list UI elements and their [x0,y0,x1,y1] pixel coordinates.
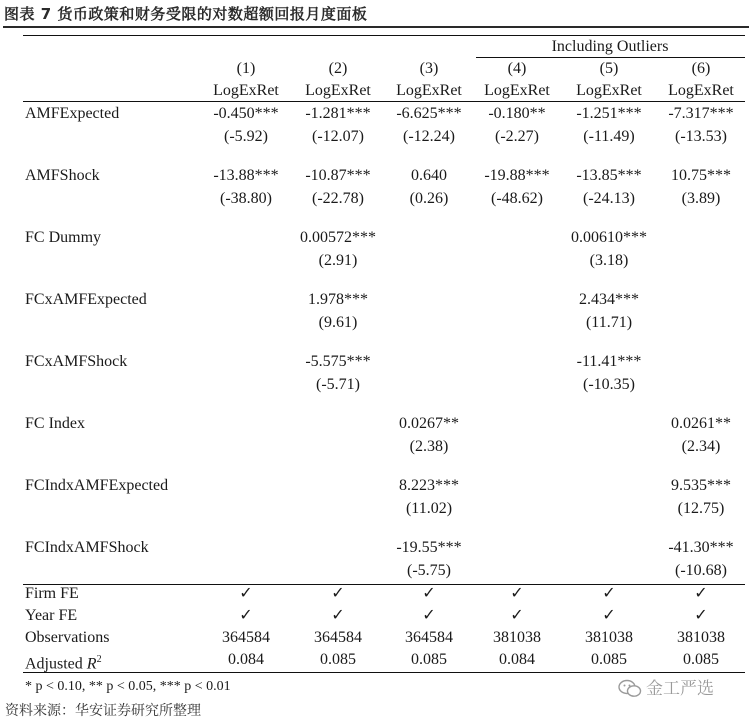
stat-label-text: Adjusted R [25,655,97,673]
t-stat-cell: (11.02) [405,500,453,517]
t-stat-cell: (2.91) [318,252,358,269]
t-stat-cell: (-24.13) [583,190,635,207]
stat-label-text: Firm FE [25,585,79,602]
coef-cell: -0.180** [488,105,546,122]
row-label-amfshock: AMFShock [25,167,100,184]
r-symbol: R [86,655,97,673]
stat-value-cell: 381038 [677,629,725,646]
data-source: 资料来源：华安证券研究所整理 [5,703,201,719]
row-label-fcxamfexpected: FCxAMFExpected [25,291,147,308]
column-number-5: (5) [599,60,619,77]
t-stat-cell: (-5.92) [224,128,268,145]
coef-cell: -13.85*** [576,167,642,184]
check-icon: ✓ [422,607,436,624]
stat-label-firm-fe [25,583,79,605]
figure-title: 图表 7 货币政策和财务受限的对数超额回报月度面板 [4,5,368,23]
check-icon: ✓ [331,607,345,624]
coef-cell: -1.251*** [576,105,642,122]
coef-cell: -10.87*** [305,167,371,184]
row-label-amfexpected: AMFExpected [25,105,120,122]
wechat-icon [618,679,642,699]
stat-label-text: Observations [25,629,110,646]
stat-value-cell: 0.085 [683,651,719,668]
coef-cell: -5.575*** [305,353,371,370]
t-stat-cell: (-5.75) [407,562,451,579]
header-bottom-rule [23,101,745,102]
watermark-text: 金工严选 [646,679,714,699]
coef-cell: 0.00610*** [571,229,647,246]
coef-cell: 0.0267** [399,415,459,432]
stat-value-cell: 0.084 [499,651,535,668]
t-stat-cell: (-13.53) [675,128,727,145]
coef-cell: 10.75*** [671,167,731,184]
column-number-3: (3) [419,60,439,77]
t-stat-cell: (3.18) [589,252,629,269]
t-stat-cell: (-10.68) [675,562,727,579]
stat-value-cell: 0.084 [228,651,264,668]
stat-value-cell: 0.085 [411,651,447,668]
check-icon: ✓ [239,607,253,624]
stat-value-cell: 0.085 [591,651,627,668]
coef-cell: -13.88*** [213,167,279,184]
column-dv-3: LogExRet [396,82,462,99]
row-label-fcindxamfshock: FCIndxAMFShock [25,539,149,556]
column-dv-2: LogExRet [305,82,371,99]
t-stat-cell: (3.89) [681,190,721,207]
check-icon: ✓ [694,585,708,602]
t-stat-cell: (-5.71) [316,376,360,393]
row-label-fcindxamfexpected: FCIndxAMFExpected [25,477,169,494]
coef-cell: -19.88*** [484,167,550,184]
check-icon: ✓ [239,585,253,602]
check-icon: ✓ [331,585,345,602]
stat-value-cell: 381038 [585,629,633,646]
t-stat-cell: (-2.27) [495,128,539,145]
row-label-fcxamfshock: FCxAMFShock [25,353,128,370]
coef-cell: 0.640 [411,167,447,184]
stat-label-text: Year FE [25,607,78,624]
column-dv-4: LogExRet [484,82,550,99]
coef-cell: 0.0261** [671,415,731,432]
superscript: 2 [96,654,102,665]
column-dv-5: LogExRet [576,82,642,99]
column-number-4: (4) [507,60,527,77]
t-stat-cell: (-10.35) [583,376,635,393]
check-icon: ✓ [602,607,616,624]
column-number-2: (2) [328,60,348,77]
check-icon: ✓ [510,607,524,624]
title-rule [3,26,749,28]
coef-cell: -6.625*** [396,105,462,122]
t-stat-cell: (-38.80) [220,190,272,207]
t-stat-cell: (2.34) [681,438,721,455]
coef-cell: -1.281*** [305,105,371,122]
check-icon: ✓ [694,607,708,624]
check-icon: ✓ [510,585,524,602]
row-label-fc-index: FC Index [25,415,85,432]
column-dv-1: LogExRet [213,82,279,99]
t-stat-cell: (0.26) [409,190,449,207]
stat-label-adjusted-r [25,649,102,671]
coef-cell: 0.00572*** [300,229,376,246]
coef-cell: -0.450*** [213,105,279,122]
t-stat-cell: (-48.62) [491,190,543,207]
table-top-rule [23,35,745,36]
stat-value-cell: 364584 [405,629,453,646]
t-stat-cell: (11.71) [585,314,633,331]
t-stat-cell: (12.75) [677,500,725,517]
row-label-fc-dummy: FC Dummy [25,229,102,246]
t-stat-cell: (9.61) [318,314,358,331]
coef-cell: 9.535*** [671,477,731,494]
coef-cell: -19.55*** [396,539,462,556]
t-stat-cell: (-11.49) [583,128,635,145]
coef-cell: 8.223*** [399,477,459,494]
watermark [618,676,714,702]
check-icon: ✓ [602,585,616,602]
stat-label-year-fe [25,605,77,627]
coef-cell: 2.434*** [579,291,639,308]
coef-cell: -7.317*** [668,105,734,122]
significance-footnote: * p < 0.10, ** p < 0.05, *** p < 0.01 [25,679,231,694]
t-stat-cell: (-12.24) [403,128,455,145]
stat-value-cell: 364584 [314,629,362,646]
coef-cell: -11.41*** [576,353,642,370]
t-stat-cell: (-12.07) [312,128,364,145]
column-number-1: (1) [236,60,256,77]
check-icon: ✓ [422,585,436,602]
t-stat-cell: (2.38) [409,438,449,455]
table-bottom-rule [23,672,745,673]
column-number-6: (6) [691,60,711,77]
column-dv-6: LogExRet [668,82,734,99]
stat-label-observations [25,627,109,649]
coef-cell: 1.978*** [308,291,368,308]
stat-value-cell: 381038 [493,629,541,646]
stat-value-cell: 364584 [222,629,270,646]
group-header-including-outliers: Including Outliers [551,38,669,55]
stat-value-cell: 0.085 [320,651,356,668]
group-header-rule [476,57,745,58]
coef-cell: -41.30*** [668,539,734,556]
t-stat-cell: (-22.78) [312,190,364,207]
